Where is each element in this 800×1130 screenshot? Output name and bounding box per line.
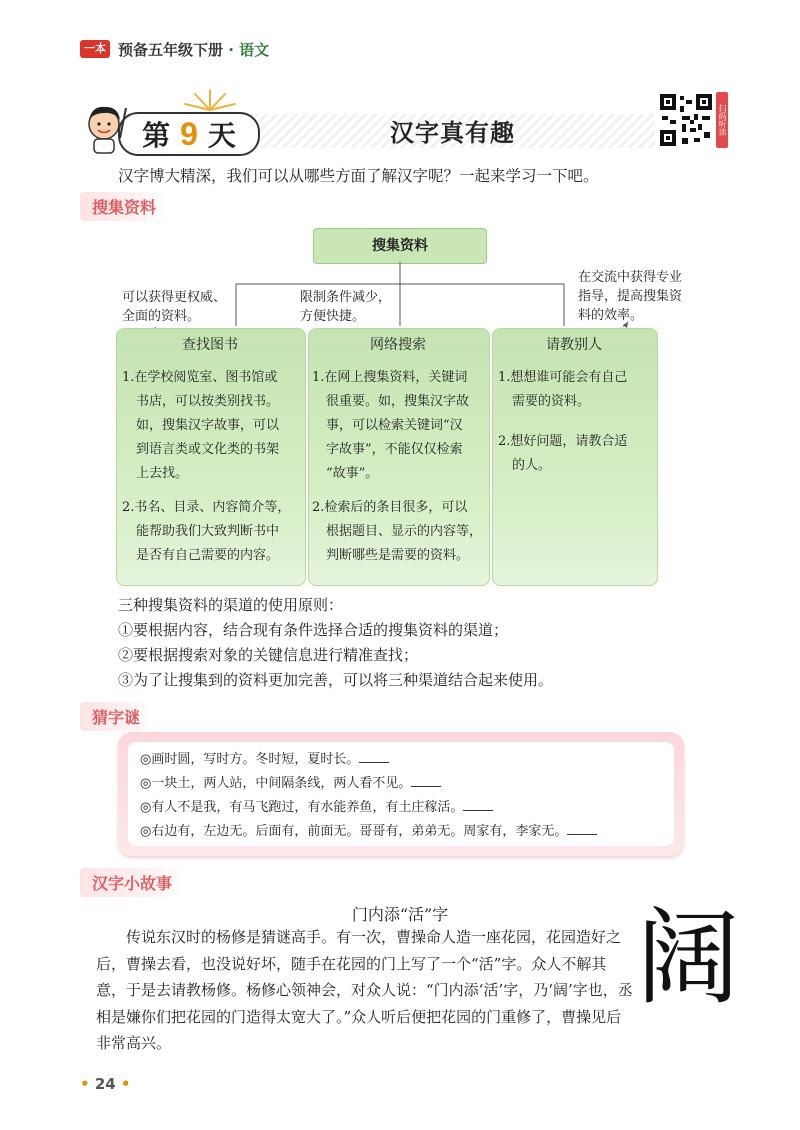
answer-blank[interactable] [567, 822, 597, 835]
series-name: 预备五年级下册 [118, 41, 224, 59]
note-people: 在交流中获得专业 指导，提高搜集资 料的效率。 [578, 270, 683, 323]
answer-blank[interactable] [359, 750, 389, 763]
column-internet-p2: 2.检索后的条目很多，可以 根据题目、显示的内容等， 判断哪些是需要的资料。 [312, 500, 483, 563]
brand-logo: 一本 [80, 40, 110, 58]
column-internet-p1: 1.在网上搜集资料，关键词 很重要。如，搜集汉字故 事，可以检索关键词“汉 字故事”，不能仅仅检索 “故事”。 [312, 370, 470, 481]
page-title: 汉字真有趣 [390, 119, 515, 147]
day-suffix: 天 [207, 121, 236, 152]
riddle-item: ◎画时圆，写时方。冬时短，夏时长。 [140, 748, 389, 767]
story-body: 传说东汉时的杨修是猜谜高手。有一次，曹操命人造一座花园，花园造好之后，曹操去看，也没说好坏，随手在花园的门上写了一个“活”字。众人不解其意，于是去请教杨修。杨修心领神会，对众人说：“门内添‘活’字，乃‘阔’字也，丞相是嫌你们把花园的门造得太宽大了。”众人听后便把花园的门重修了，曹操见后非常高兴。 [96, 928, 633, 1052]
day-prefix: 第 [142, 121, 171, 152]
intro-text: 汉字博大精深，我们可以从哪些方面了解汉字呢？一起来学习一下吧。 [118, 167, 599, 185]
riddle-item: ◎一块土，两人站，中间隔条线，两人看不见。 [140, 772, 441, 791]
note-books: 可以获得更权威、 全面的资料。 [122, 290, 227, 324]
principle-item: ①要根据内容，结合现有条件选择合适的搜集资料的渠道； [118, 621, 509, 639]
day-number: 9 [180, 115, 198, 152]
column-books-heading: 查找图书 [182, 337, 238, 353]
subject-name: 语文 [239, 41, 270, 59]
series-title: 预备五年级下册 · 语文 [118, 41, 270, 59]
story-title: 门内添“活”字 [351, 905, 449, 924]
principles-title: 三种搜集资料的渠道的使用原则： [118, 596, 344, 614]
principle-item: ②要根据搜索对象的关键信息进行精准查找； [118, 646, 419, 664]
answer-blank[interactable] [411, 774, 441, 787]
story-big-character: 阔 [636, 902, 741, 1017]
qr-side-label: 扫码听读 [716, 92, 728, 148]
note-internet: 限制条件减少， 方便快捷。 [300, 290, 392, 324]
diagram-center-box: 搜集资料 [313, 228, 487, 264]
column-people-p2: 2.想好问题，请教合适 的人。 [498, 434, 628, 473]
principle-item: ③为了让搜集到的资料更加完善，可以将三种渠道结合起来使用。 [118, 671, 554, 689]
column-people-p1: 1.想想谁可能会有自己 需要的资料。 [498, 370, 628, 409]
page-number: • 24 • [80, 1075, 131, 1093]
column-people-heading: 请教别人 [546, 337, 602, 353]
riddle-item: ◎有人不是我，有马飞跑过，有水能养鱼，有土庄稼活。 [140, 796, 493, 815]
section-tag-story: 汉字小故事 [80, 868, 184, 897]
column-books-p2: 2.书名、目录、内容简介等， 能帮助我们大致判断书中 是否有自己需要的内容。 [122, 500, 291, 563]
answer-blank[interactable] [463, 798, 493, 811]
riddle-item: ◎右边有，左边无。后面有，前面无。哥哥有，弟弟无。周家有，李家无。 [140, 820, 597, 839]
column-internet-heading: 网络搜索 [370, 337, 426, 353]
section-tag-riddle: 猜字谜 [80, 702, 152, 731]
column-books-p1: 1.在学校阅览室、图书馆或 书店，可以按类别找书。 如，搜集汉字故事，可以 到语言类或文化类的书架 上去找。 [122, 370, 280, 481]
section-tag-collect: 搜集资料 [80, 192, 168, 221]
